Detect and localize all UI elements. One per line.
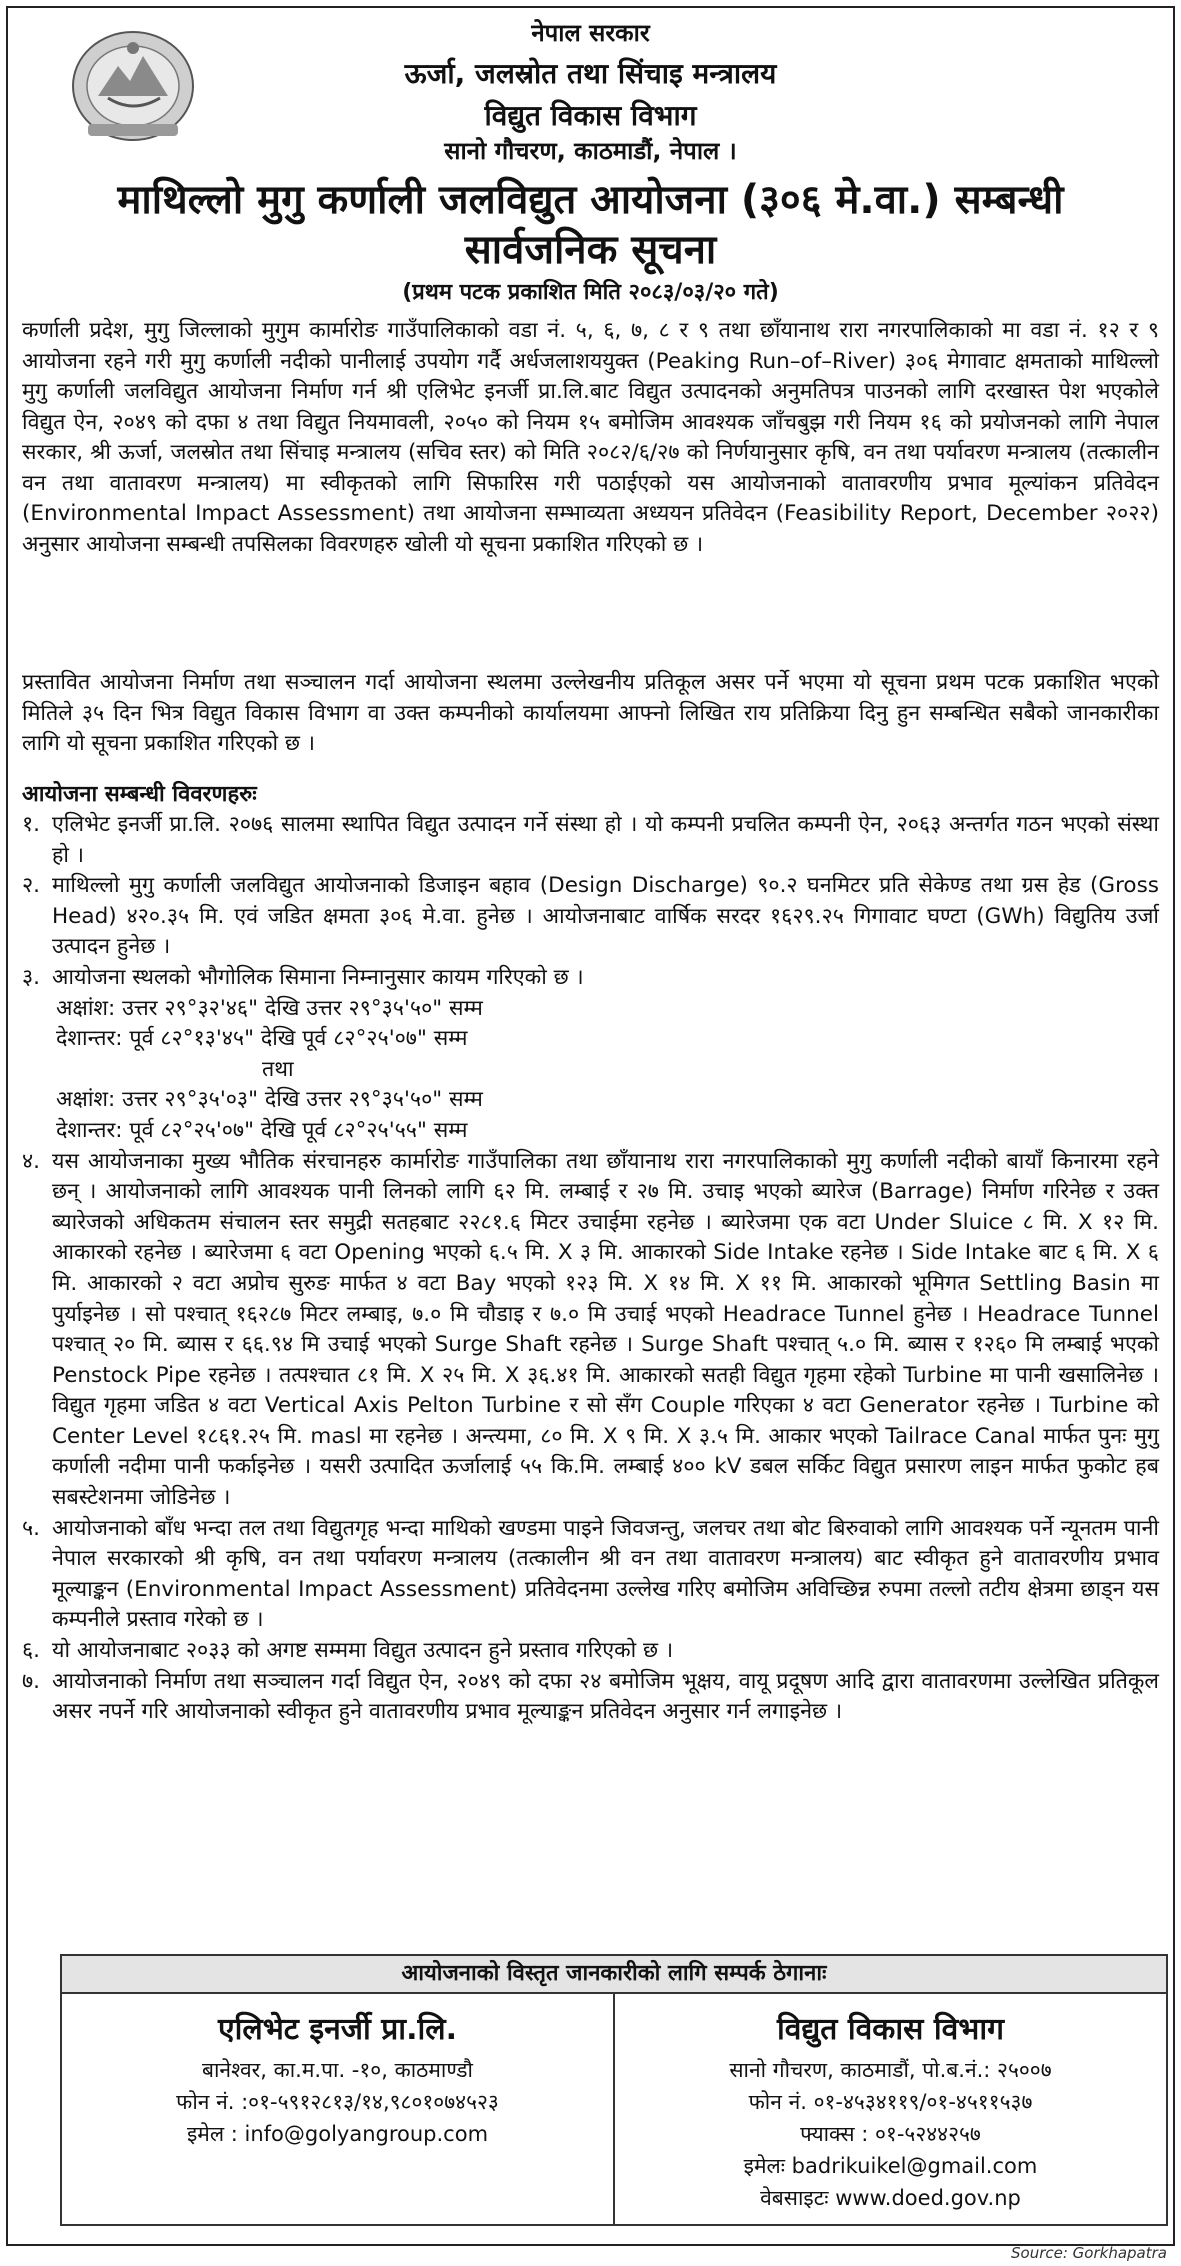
item-number: ६. [22,1638,41,1664]
contact-heading: आयोजनाको विस्तृत जानकारीको लागि सम्पर्क ठेगानाः [62,1956,1166,1994]
latitude-range-1: अक्षांश: उत्तर २९°३२'४६" देखि उत्तर २९°३५'५०" सम्म [56,995,483,1021]
ministry-name: ऊर्जा, जलस्रोत तथा सिंचाइ मन्त्रालय [404,57,777,90]
department-phone: फोन नं. ०१-४५३४११९/०१-४५११५३७ [748,2090,1033,2114]
item-text: आयोजना स्थलको भौगोलिक सिमाना निम्नानुसार कायम गरिएको छ । [52,964,584,990]
company-address: बानेश्वर, का.म.पा. -१०, काठमाण्डौ [201,2058,473,2082]
public-notice [6,6,1175,2246]
item-number: १. [22,812,41,837]
item-number: ४. [22,1148,41,1174]
list-item [22,1667,1159,1728]
publication-date: (प्रथम पटक प्रकाशित मिति २०८३/०३/२० गते) [402,280,779,305]
list-item [22,810,1159,871]
department-contact-name: विद्युत विकास विभाग [776,2012,1005,2047]
company-email: इमेल : info@golyangroup.com [186,2122,489,2146]
item-number: ७. [22,1668,41,1694]
intro-paragraph: कर्णाली प्रदेश, मुगु जिल्लाको मुगुम कार्मारोङ गाउँपालिकाको वडा नं. ५, ६, ७, ८ र ९ तथा छाँयानाथ रारा नगरपालिकाको मा वडा नं. १२ र ९ आयोजना रहने गरी मुगु कर्णाली नदीको पानीलाई उपयोग गर्दै अर्धजलाशययुक्त (Peaking Run–of–River) ३०६ मेगावाट क्षमताको माथिल्लो मुगु कर्णाली जलविद्युत आयोजना निर्माण गर्न श्री एलिभेट इनर्जी प्रा.लि.बाट विद्युत उत्पादनको अनुमतिपत्र पाउनको लागि दरखास्त पेश भएकोले विद्युत ऐन, २०४९ को दफा ४ तथा विद्युत नियमावली, २०५० को नियम १५ बमोजिम आवश्यक जाँचबुझ गरी नियम १६ को प्रयोजनको लागि नेपाल सरकार, श्री ऊर्जा, जलस्रोत तथा सिंचाइ मन्त्रालय (सचिव स्तर) को मिति २०८२/६/२७ को निर्णयानुसार कृषि, वन तथा पर्यावरण मन्त्रालय (तत्कालीन वन तथा वातावरण मन्त्रालय) मा स्वीकृतको लागि सिफारिस गरी पठाईएको यस आयोजनाको वातावरणीय प्रभाव मूल्यांकन प्रतिवेदन (Environmental Impact Assessment) तथा आयोजना सम्भाव्यता अध्ययन प्रतिवेदन (Feasibility Report, December २०२२) अनुसार आयोजना सम्बन्धी तपसिलका विवरणहरु खोली यो सूचना प्रकाशित गरिएको छ । [22,318,1159,557]
company-contact [62,1994,613,2224]
coordinate-conjunction: तथा [262,1056,294,1082]
longitude-range-1: देशान्तर: पूर्व ८२°१३'४५" देखि पूर्व ८२°२५'०७" सम्म [56,1026,468,1052]
item-text: आयोजनाको बाँध भन्दा तल तथा विद्युतगृह भन्दा माथिको खण्डमा पाइने जिवजन्तु, जलचर तथा बोट बिरुवाको लागि आवश्यक पर्ने न्यूनतम पानी नेपाल सरकारको श्री कृषि, वन तथा पर्यावरण मन्त्रालय (तत्कालीन श्री वन तथा वातावरण मन्त्रालय) बाट स्वीकृत हुने वातावरणीय प्रभाव मूल्याङ्कन (Environmental Impact Assessment) प्रतिवेदनमा उल्लेख गरिए बमोजिम अविच्छिन्न रुपमा तल्लो तटीय क्षेत्रमा छाड्न यस कम्पनीले प्रस्ताव गरेको छ । [52,1515,1159,1633]
company-name: एलिभेट इनर्जी प्रा.लि. [218,2012,457,2047]
department-contact [613,1994,1166,2224]
notice-title: माथिल्लो मुगु कर्णाली जलविद्युत आयोजना (३०६ मे.वा.) सम्बन्धी [117,177,1064,223]
details-list [22,810,1159,1728]
item-text: यस आयोजनाका मुख्य भौतिक संरचानहरु कार्मारोङ गाउँपालिका तथा छाँयानाथ रारा नगरपालिकाको मुगु कर्णाली नदीको बायाँ किनारमा रहने छन् । आयोजनाको लागि आवश्यक पानी लिनको लागि ६२ मि. लम्बाई र २७ मि. उचाइ भएको ब्यारेज (Barrage) निर्माण गरिनेछ र उक्त ब्यारेजको अधिकतम संचालन स्तर समुद्री सतहबाट २२८१.६ मिटर उचाईमा रहनेछ । ब्यारेजमा एक वटा Under Sluice ८ मि. X १२ मि. आकारको रहनेछ । ब्यारेजमा ६ वटा Opening भएको ६.५ मि. X ३ मि. आकारको Side Intake रहनेछ । Side Intake बाट ६ मि. X ६ मि. आकारको २ वटा अप्रोच सुरुङ मार्फत ४ वटा Bay भएको १२३ मि. X १४ मि. X ११ मि. आकारको भूमिगत Settling Basin मा पुर्याइनेछ । सो पश्चात् १६२८७ मिटर लम्बाइ, ७.० मि चौडाइ र ७.० मि उचाई भएको Headrace Tunnel हुनेछ । Headrace Tunnel पश्चात् २० मि. ब्यास र ६६.९४ मि उचाई भएको Surge Shaft रहनेछ । Surge Shaft पश्चात् ५.० मि. ब्यास र १२६० मि लम्बाई भएको Penstock Pipe रहनेछ । तत्पश्चात ८१ मि. X २५ मि. X ३६.४१ मि. आकारको सतही विद्युत गृहमा रहेको Turbine मा पानी खसालिनेछ । विद्युत गृहमा जडित ४ वटा Vertical Axis Pelton Turbine र सो सँग Couple गरिएका ४ वटा Generator रहनेछ । Turbine को Center Level १८६१.२५ मि. masl मा रहनेछ । अन्त्यमा, ८० मि. X ९ मि. X ३.५ मि. आकार भएको Tailrace Canal मार्फत पुनः मुगु कर्णाली नदीमा पानी फर्काइनेछ । यसरी उत्पादित ऊर्जालाई ५५ कि.मि. लम्बाई ४०० kV डबल सर्किट विद्युत प्रसारण लाइन मार्फत फुकोट हब सबस्टेशनमा जोडिनेछ । [52,1148,1159,1511]
government-name: नेपाल सरकार [531,19,650,47]
details-heading: आयोजना सम्बन्धी विवरणहरुः [22,782,257,807]
department-email: इमेलः badrikuikel@gmail.com [743,2154,1038,2178]
latitude-range-2: अक्षांश: उत्तर २९°३५'०३" देखि उत्तर २९°३५'५०" सम्म [56,1087,483,1113]
list-item [22,963,1159,994]
item-text: माथिल्लो मुगु कर्णाली जलविद्युत आयोजनाको डिजाइन बहाव (Design Discharge) ९०.२ घनमिटर प्रति सेकेण्ड तथा ग्रस हेड (Gross Head) ४२०.३५ मि. एवं जडित क्षमता ३०६ मे.वा. हुनेछ । आयोजनाबाट वार्षिक सरदर १६२९.२५ गिगावाट घण्टा (GWh) विद्युतिय उर्जा उत्पादन हुनेछ । [52,873,1159,960]
department-fax: फ्याक्स : ०१-५२४४२५७ [800,2122,981,2146]
item-text: यो आयोजनाबाट २०३३ को अगष्ट सम्ममा विद्युत उत्पादन हुने प्रस्ताव गरिएको छ । [52,1638,674,1664]
item-number: २. [22,873,41,899]
comment-paragraph: प्रस्तावित आयोजना निर्माण तथा सञ्चालन गर्दा आयोजना स्थलमा उल्लेखनीय प्रतिकूल असर पर्ने भएमा यो सूचना प्रथम पटक प्रकाशित भएको मितिले ३५ दिन भित्र विद्युत विकास विभाग वा उक्त कम्पनीको कार्यालयमा आफ्नो लिखित राय प्रतिक्रिया दिनु हुन सम्बन्धित सबैको जानकारीका लागि यो सूचना प्रकाशित गरिएको छ । [22,670,1159,756]
longitude-range-2: देशान्तर: पूर्व ८२°२५'०७" देखि पूर्व ८२°२५'५५" सम्म [56,1117,468,1143]
contact-box [60,1954,1168,2226]
item-text: आयोजनाको निर्माण तथा सञ्चालन गर्दा विद्युत ऐन, २०४९ को दफा २४ बमोजिम भूक्षय, वायू प्रदूषण आदि द्वारा वातावरणमा उल्लेखित प्रतिकूल असर नपर्ने गरि आयोजनाको स्वीकृत हुने वातावरणीय प्रभाव मूल्याङ्कन प्रतिवेदन अनुसार गर्न लगाइनेछ । [52,1668,1159,1725]
source-credit: Source: Gorkhapatra [1011,2244,1167,2262]
company-phone: फोन नं. :०१-५९१२८१३/१४,९८०१०७४५२३ [176,2090,499,2114]
list-item [22,1147,1159,1514]
list-item [22,1636,1159,1667]
list-item [22,1514,1159,1636]
department-name: विद्युत विकास विभाग [484,99,697,132]
notice-subtitle: सार्वजनिक सूचना [464,227,717,273]
department-address: सानो गौचरण, काठमाडौं, नेपाल । [444,137,737,165]
notice-header [8,8,1173,273]
department-website: वेबसाइटः www.doed.gov.np [760,2186,1021,2210]
list-item [22,871,1159,963]
item-number: ३. [22,964,41,990]
item-text: एलिभेट इनर्जी प्रा.लि. २०७६ सालमा स्थापित विद्युत उत्पादन गर्ने संस्था हो । यो कम्पनी प्रचलित कम्पनी ऐन, २०६३ अन्तर्गत गठन भएको संस्था हो । [52,812,1159,868]
item-number: ५. [22,1515,41,1541]
department-contact-address: सानो गौचरण, काठमाडौं, पो.ब.नं.: २५००७ [729,2058,1052,2082]
